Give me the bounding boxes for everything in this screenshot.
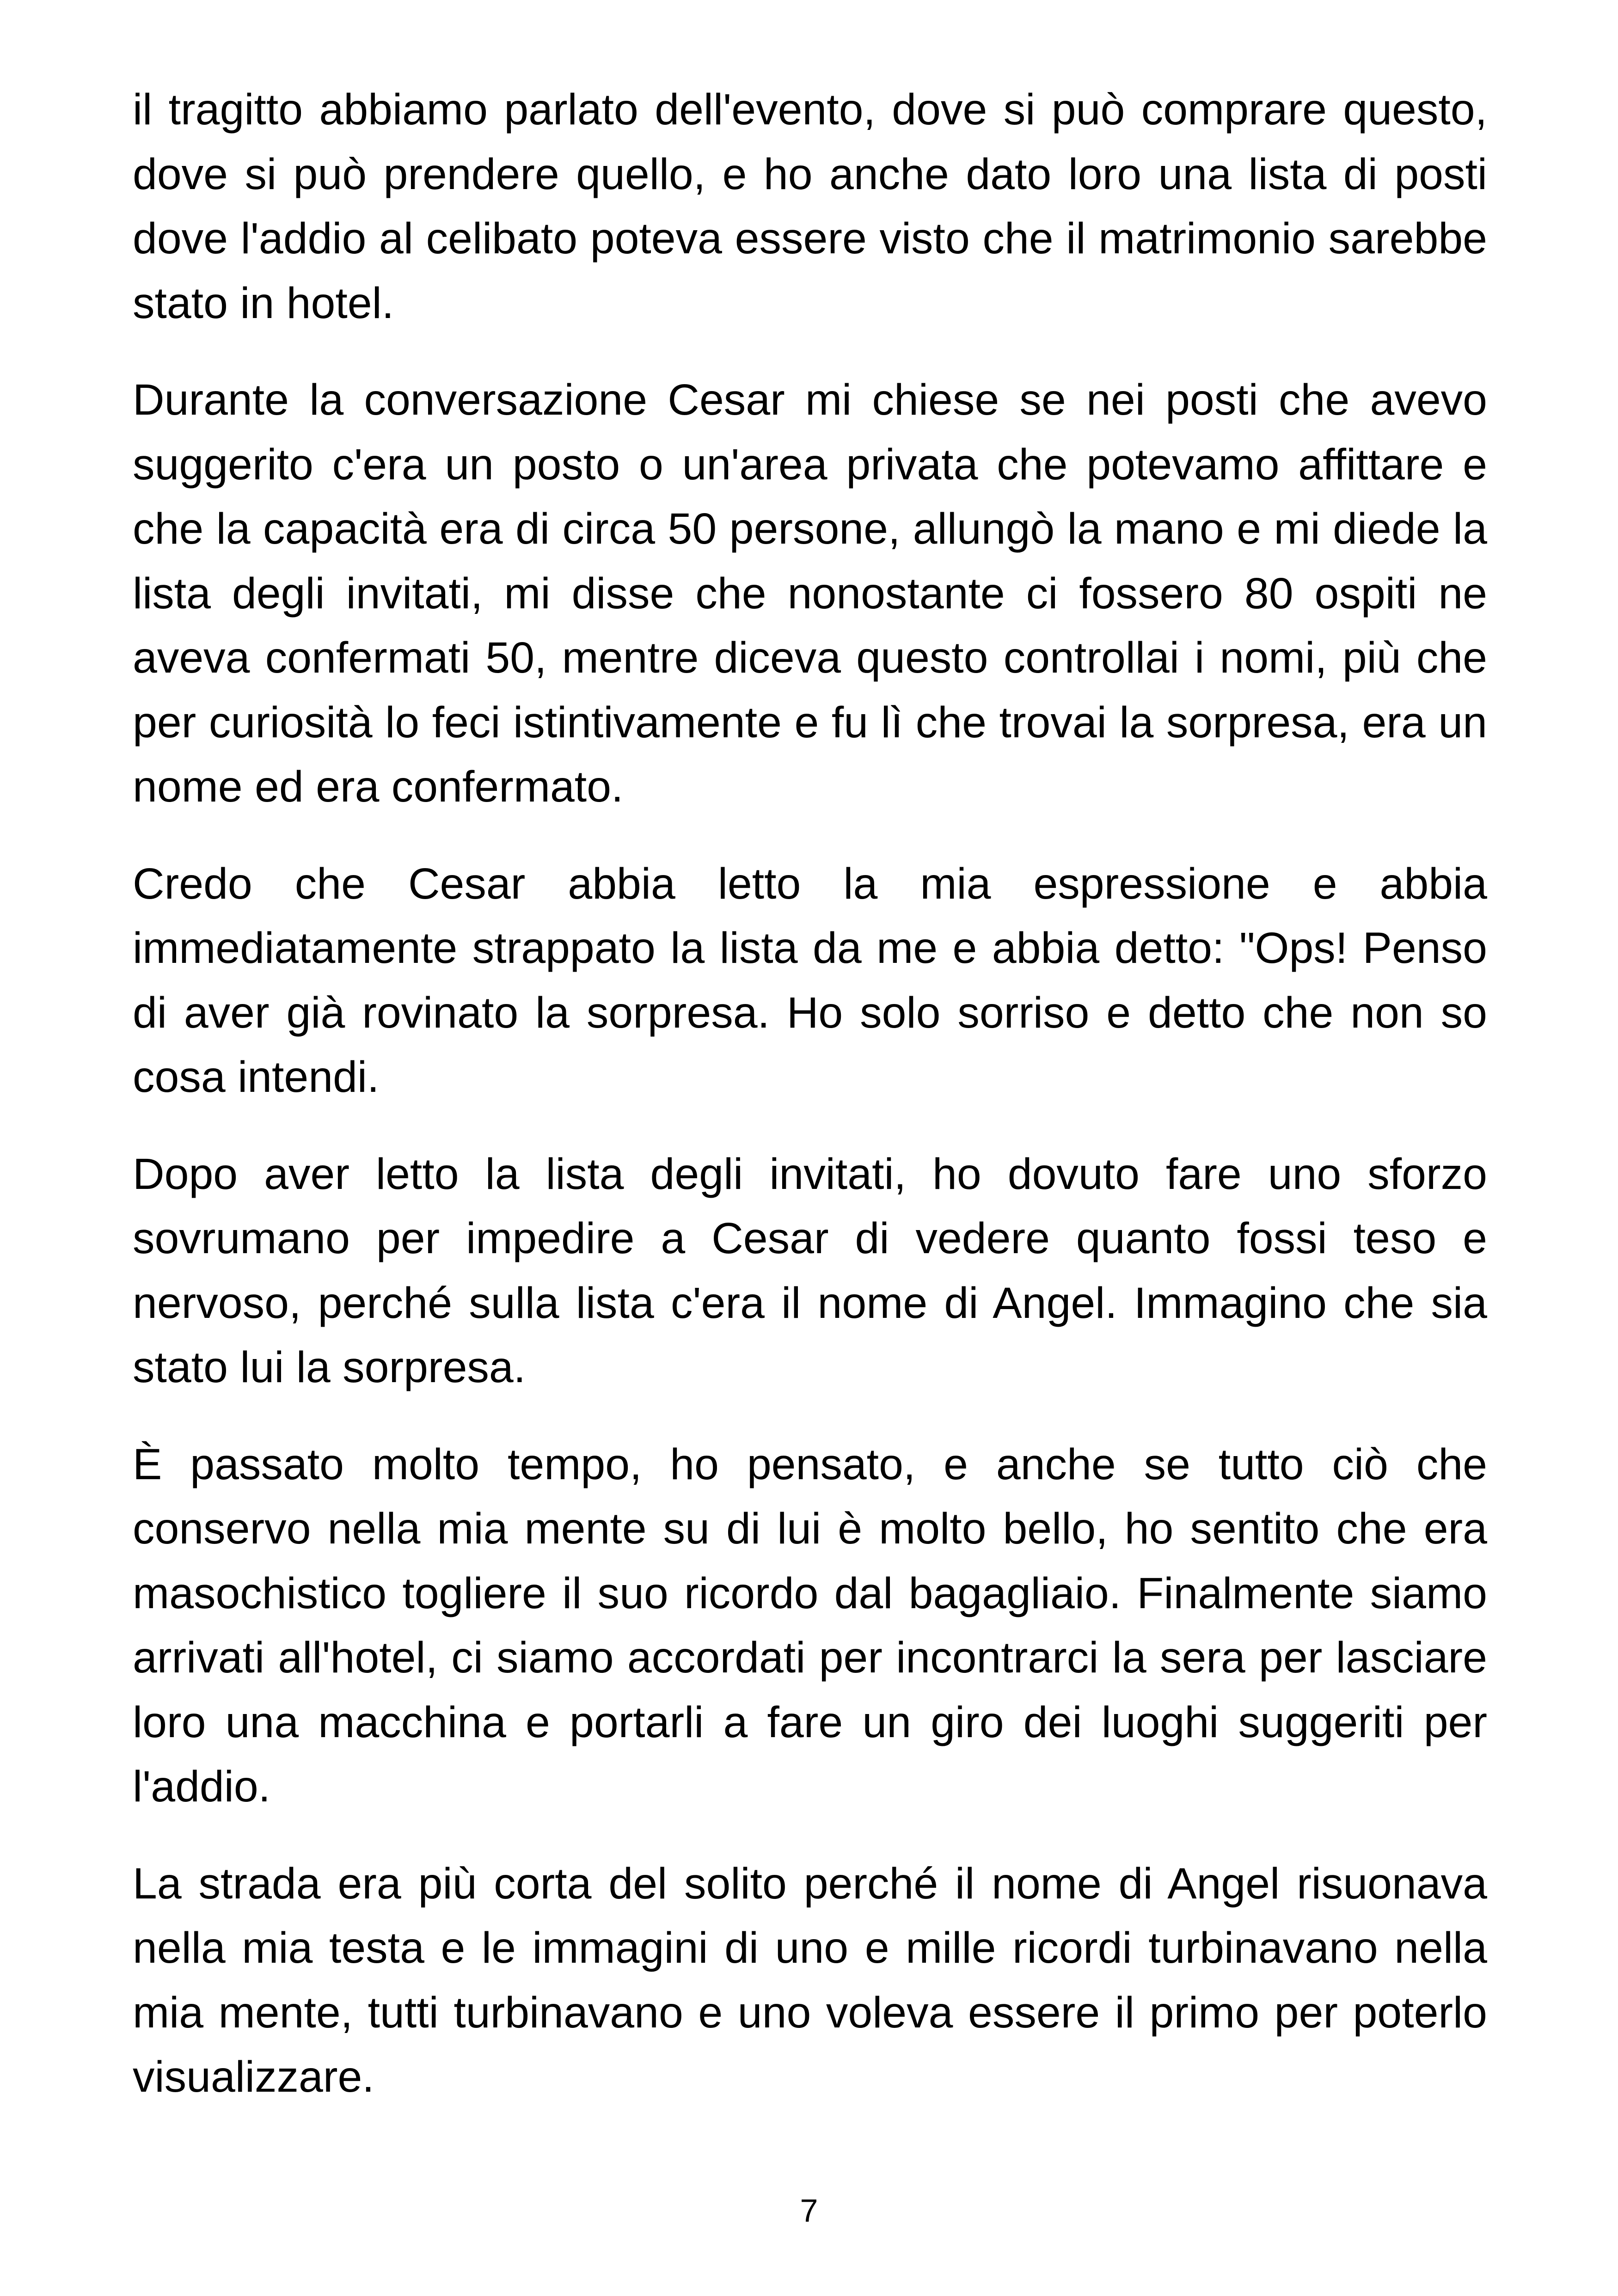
- body-text: [133, 78, 1487, 2142]
- paragraph-3: Credo che Cesar abbia letto la mia espressione e abbia immediatamente strappato la lista da me e abbia detto: "Ops! Penso di aver già rovinato la sorpresa. Ho solo sorriso e detto che non so cosa intendi.: [133, 859, 1487, 1102]
- paragraph-2: Durante la conversazione Cesar mi chiese se nei posti che avevo suggerito c'era un posto o un'area privata che potevamo affittare e che la capacità era di circa 50 persone, allungò la mano e mi diede la lista degli invitati, mi disse che nonostante ci fossero 80 ospiti ne aveva confermati 50, mentre diceva questo controllai i nomi, più che per curiosità lo feci istintivamente e fu lì che trovai la sorpresa, era un nome ed era confermato.: [133, 375, 1487, 811]
- paragraph-5: È passato molto tempo, ho pensato, e anche se tutto ciò che conservo nella mia mente su di lui è molto bello, ho sentito che era masochistico togliere il suo ricordo dal bagagliaio. Finalmente siamo arrivati all'hotel, ci siamo accordati per incontrarci la sera per lasciare loro una macchina e portarli a fare un giro dei luoghi suggeriti per l'addio.: [133, 1439, 1487, 1811]
- page-number: 7: [800, 2192, 818, 2229]
- paragraph-6: La strada era più corta del solito perché il nome di Angel risuonava nella mia testa e le immagini di uno e mille ricordi turbinavano nella mia mente, tutti turbinavano e uno voleva essere il primo per poterlo visualizzare.: [133, 1859, 1487, 2101]
- paragraph-1: il tragitto abbiamo parlato dell'evento, dove si può comprare questo, dove si può prendere quello, e ho anche dato loro una lista di posti dove l'addio al celibato poteva essere visto che il matrimonio sarebbe stato in hotel.: [133, 85, 1487, 328]
- paragraph-4: Dopo aver letto la lista degli invitati, ho dovuto fare uno sforzo sovrumano per impedire a Cesar di vedere quanto fossi teso e nervoso, perché sulla lista c'era il nome di Angel. Immagino che sia stato lui la sorpresa.: [133, 1149, 1487, 1392]
